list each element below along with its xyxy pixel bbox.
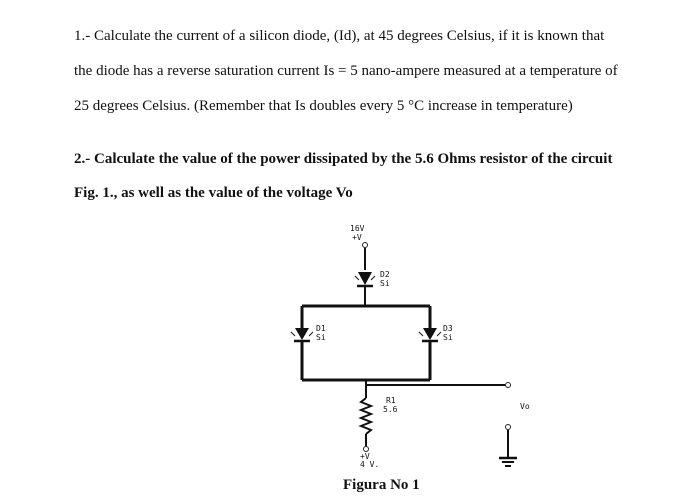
d3-type: Si: [443, 333, 453, 342]
supply-bottom-terminal: [364, 447, 369, 452]
problem2-line1: 2.- Calculate the value of the power dissipated by the 5.6 Ohms resistor of the circuit: [74, 151, 613, 167]
d3-name: D3: [443, 324, 453, 333]
d1-type: Si: [316, 333, 326, 342]
supply-bottom-value: 4 V.: [360, 460, 380, 469]
output-label: Vo: [520, 402, 530, 411]
problem2-line2: Fig. 1., as well as the value of the voltage Vo: [74, 185, 353, 201]
ground-terminal: [506, 425, 511, 430]
output-terminal: [506, 383, 511, 388]
supply-top-value: 16V: [350, 224, 365, 233]
d2-type: Si: [380, 279, 390, 288]
d1-name: D1: [316, 324, 326, 333]
diode-d3: [419, 328, 441, 341]
d2-name: D2: [380, 270, 390, 279]
problem1-line2: the diode has a reverse saturation current Is = 5 nano-ampere measured at a temperature of: [74, 63, 618, 79]
diode-d1: [291, 328, 313, 341]
r1-name: R1: [386, 396, 396, 405]
resistor-r1: [361, 398, 371, 434]
ground-icon: [499, 458, 517, 466]
supply-top-terminal: [363, 243, 368, 248]
supply-top-symbol: +V: [352, 233, 362, 242]
diode-d2: [355, 272, 375, 286]
problem1-line3: 25 degrees Celsius. (Remember that Is doubles every 5 °C increase in temperature): [74, 98, 573, 114]
supply-bottom-symbol: +V: [360, 452, 370, 461]
figure-caption: Figura No 1: [343, 477, 420, 493]
problem1-line1: 1.- Calculate the current of a silicon diode, (Id), at 45 degrees Celsius, if it is known that: [74, 28, 605, 44]
r1-value: 5.6: [383, 405, 398, 414]
